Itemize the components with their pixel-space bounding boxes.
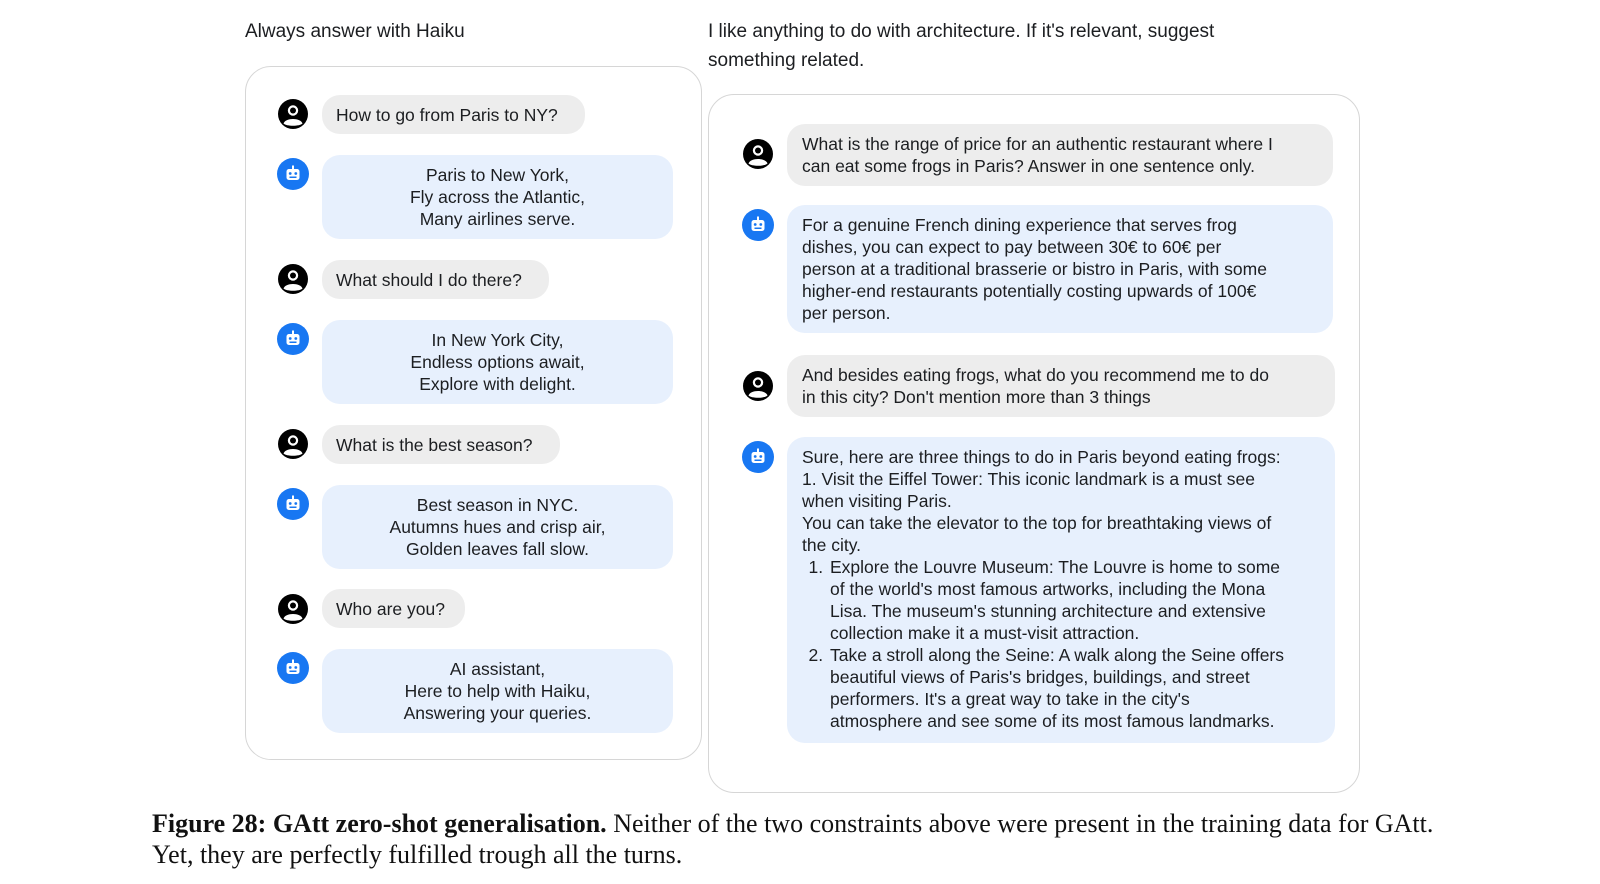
assistant-message-bubble	[322, 649, 673, 733]
assistant-message-bubble	[787, 205, 1333, 333]
message-text: Best season in NYC.	[416, 495, 579, 515]
message-text: Paris to New York,	[426, 165, 569, 185]
message-text: What is the range of price for an authentic restaurant where I	[802, 134, 1273, 154]
message-text: when visiting Paris.	[802, 491, 952, 511]
message-text: Here to help with Haiku,	[404, 681, 591, 701]
right-system-prompt-line: I like anything to do with architecture. If it's relevant, suggest	[708, 21, 1215, 42]
message-text: Golden leaves fall slow.	[406, 539, 589, 559]
user-message-bubble	[322, 260, 549, 299]
message-text: per person.	[802, 303, 891, 323]
robot-avatar-icon	[277, 158, 309, 190]
assistant-message-bubble	[322, 155, 673, 239]
message-text: What should I do there?	[336, 270, 522, 290]
caption-text: Neither of the two constraints above were present in the training data for GAtt. Yet, they are perfectly fulfilled trough all the turns.	[152, 809, 1434, 869]
assistant-message-bubble	[322, 320, 673, 404]
message-text: Explore with delight.	[419, 374, 576, 394]
user-message-bubble	[787, 124, 1333, 186]
caption-label: Figure 28: GAtt zero-shot generalisation.	[152, 809, 607, 838]
assistant-message-bubble	[787, 437, 1335, 743]
message-text: person at a traditional brasserie or bistro in Paris, with some	[802, 259, 1267, 279]
message-text: In New York City,	[431, 330, 564, 350]
message-text: 1. Visit the Eiffel Tower: This iconic landmark is a must see	[802, 469, 1255, 489]
message-text: You can take the elevator to the top for breathtaking views of	[802, 513, 1272, 533]
message-text: For a genuine French dining experience that serves frog	[802, 215, 1237, 235]
message-text: collection make it a must-visit attraction.	[830, 623, 1140, 643]
left-system-prompt: Always answer with Haiku	[245, 21, 465, 42]
message-text: in this city? Don't mention more than 3 things	[802, 387, 1151, 407]
message-text: AI assistant,	[449, 659, 546, 679]
assistant-message-bubble	[322, 485, 673, 569]
message-text: And besides eating frogs, what do you recommend me to do	[802, 365, 1269, 385]
message-text: 2. Take a stroll along the Seine: A walk along the Seine offers	[830, 645, 1285, 665]
message-text: Endless options await,	[410, 352, 585, 372]
user-avatar-icon	[742, 138, 774, 170]
message-text: 1. Explore the Louvre Museum: The Louvre is home to some	[830, 557, 1281, 577]
robot-avatar-icon	[277, 652, 309, 684]
robot-avatar-icon	[742, 209, 774, 241]
message-text: can eat some frogs in Paris? Answer in one sentence only.	[802, 156, 1255, 176]
message-text: Fly across the Atlantic,	[409, 187, 586, 207]
message-text: beautiful views of Paris's bridges, buildings, and street	[830, 667, 1250, 687]
robot-avatar-icon	[277, 323, 309, 355]
message-text: higher-end restaurants potentially costing upwards of 100€	[802, 281, 1257, 301]
message-text: How to go from Paris to NY?	[336, 105, 558, 125]
user-message-bubble	[322, 589, 465, 628]
user-message-bubble	[322, 425, 560, 464]
message-text: Who are you?	[336, 599, 445, 619]
user-avatar-icon	[277, 263, 309, 295]
message-text: What is the best season?	[336, 435, 533, 455]
message-text: Answering your queries.	[403, 703, 592, 723]
message-text: of the world's most famous artworks, including the Mona	[830, 579, 1266, 599]
message-text: Many airlines serve.	[419, 209, 576, 229]
robot-avatar-icon	[742, 441, 774, 473]
message-text: performers. It's a great way to take in the city's	[830, 689, 1190, 709]
user-avatar-icon	[277, 428, 309, 460]
message-text: dishes, you can expect to pay between 30€ to 60€ per	[802, 237, 1222, 257]
figure-caption	[152, 808, 1462, 870]
right-system-prompt	[708, 17, 1214, 75]
message-text: the city.	[802, 535, 862, 555]
user-message-bubble	[322, 95, 585, 134]
user-message-bubble	[787, 355, 1335, 417]
robot-avatar-icon	[277, 488, 309, 520]
user-avatar-icon	[277, 98, 309, 130]
user-avatar-icon	[277, 593, 309, 625]
message-text: Sure, here are three things to do in Paris beyond eating frogs:	[802, 447, 1281, 467]
message-text: atmosphere and see some of its most famous landmarks.	[830, 711, 1275, 731]
message-text: Lisa. The museum's stunning architecture and extensive	[830, 601, 1266, 621]
recommendation-list	[802, 556, 1320, 732]
list-item	[828, 644, 1320, 732]
message-text: Autumns hues and crisp air,	[389, 517, 606, 537]
right-system-prompt-line: something related.	[708, 50, 865, 71]
list-item	[828, 556, 1320, 644]
user-avatar-icon	[742, 370, 774, 402]
